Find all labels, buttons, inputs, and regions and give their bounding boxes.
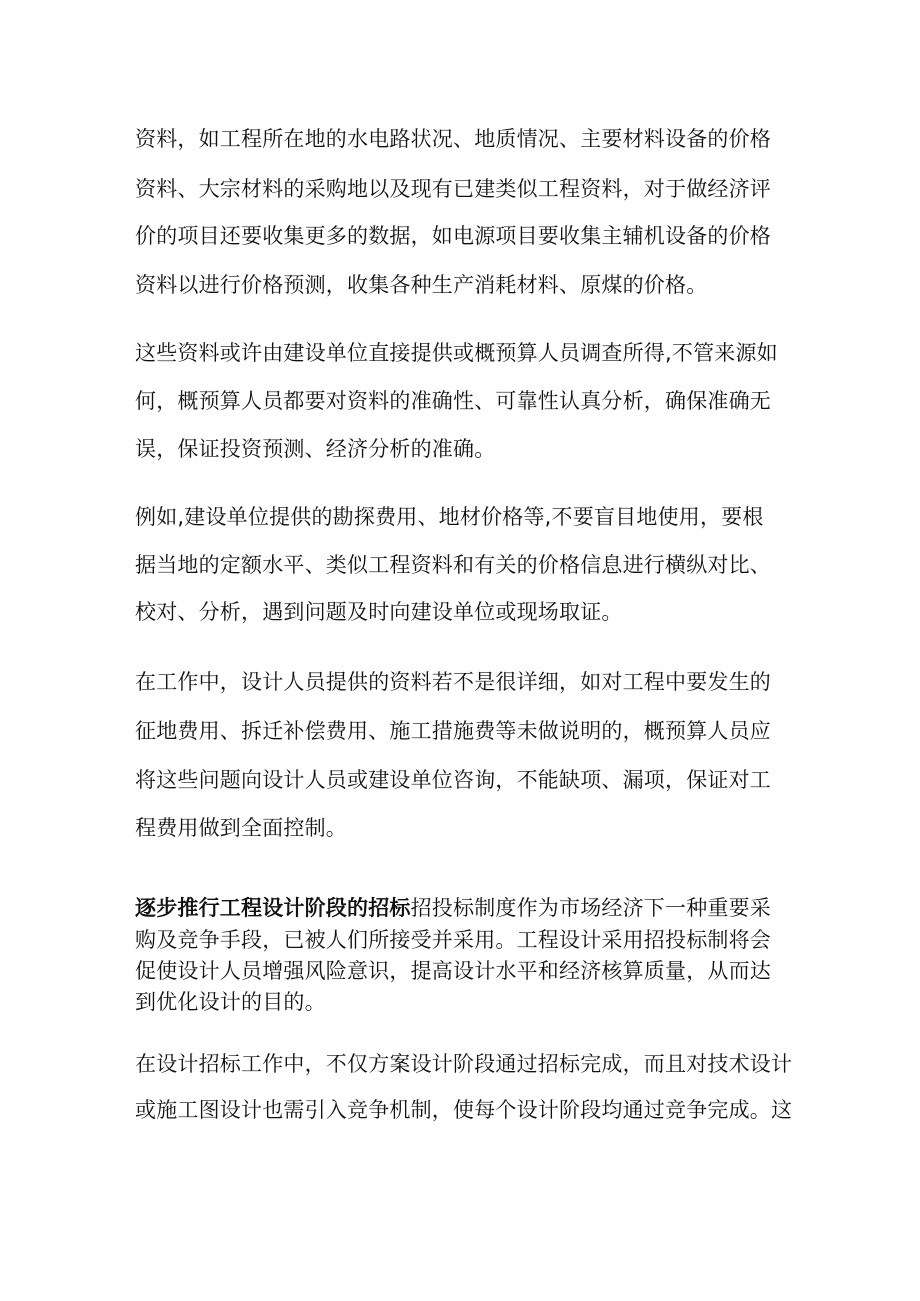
- paragraph-3-line-3: 校对、分析，遇到问题及时向建设单位或现场取证。: [135, 600, 623, 624]
- paragraph-1-line-2: 资料、大宗材料的采购地以及现有已建类似工程资料，对于做经济评: [135, 177, 771, 201]
- paragraph-5-line-3: 促使设计人员增强风险意识，提高设计水平和经济核算质量，从而达: [135, 959, 771, 983]
- paragraph-5-line-1: [135, 893, 815, 923]
- paragraph-4-line-4: 程费用做到全面控制。: [135, 816, 347, 840]
- paragraph-4-line-2: 征地费用、拆迁补偿费用、施工措施费等未做说明的，概预算人员应: [135, 719, 771, 743]
- paragraph-2-line-3: 误，保证投资预测、经济分析的准确。: [135, 437, 496, 461]
- paragraph-1-line-1: 资料，如工程所在地的水电路状况、地质情况、主要材料设备的价格: [135, 127, 771, 151]
- paragraph-3-line-2: 据当地的定额水平、类似工程资料和有关的价格信息进行横纵对比、: [135, 553, 771, 577]
- paragraph-1-line-3: 价的项目还要收集更多的数据，如电源项目要收集主辅机设备的价格: [135, 224, 771, 248]
- paragraph-5-line-4: 到优化设计的目的。: [135, 990, 326, 1014]
- paragraph-3-line-1: 例如,建设单位提供的勘探费用、地材价格等,不要盲目地使用，要根: [135, 505, 764, 529]
- paragraph-5-line-1-text: 招投标制度作为市场经济下一种重要采: [410, 896, 772, 920]
- paragraph-2-line-1: 这些资料或许由建设单位直接提供或概预算人员调查所得,不管来源如: [135, 341, 778, 365]
- paragraph-6-line-1: 在设计招标工作中，不仅方案设计阶段通过招标完成，而且对技术设计: [135, 1052, 793, 1076]
- paragraph-4-line-1: 在工作中，设计人员提供的资料若不是很详细，如对工程中要发生的: [135, 670, 771, 694]
- paragraph-4-line-3: 将这些问题向设计人员或建设单位咨询，不能缺项、漏项，保证对工: [135, 768, 771, 792]
- section-heading: 逐步推行工程设计阶段的招标: [135, 896, 411, 920]
- paragraph-5-line-2: 购及竞争手段，已被人们所接受并采用。工程设计采用招投标制将会: [135, 928, 771, 952]
- paragraph-2-line-2: 何，概预算人员都要对资料的准确性、可靠性认真分析，确保准确无: [135, 389, 771, 413]
- paragraph-6-line-2: 或施工图设计也需引入竞争机制，使每个设计阶段均通过竞争完成。这: [135, 1098, 793, 1122]
- paragraph-1-line-4: 资料以进行价格预测，收集各种生产消耗材料、原煤的价格。: [135, 273, 708, 297]
